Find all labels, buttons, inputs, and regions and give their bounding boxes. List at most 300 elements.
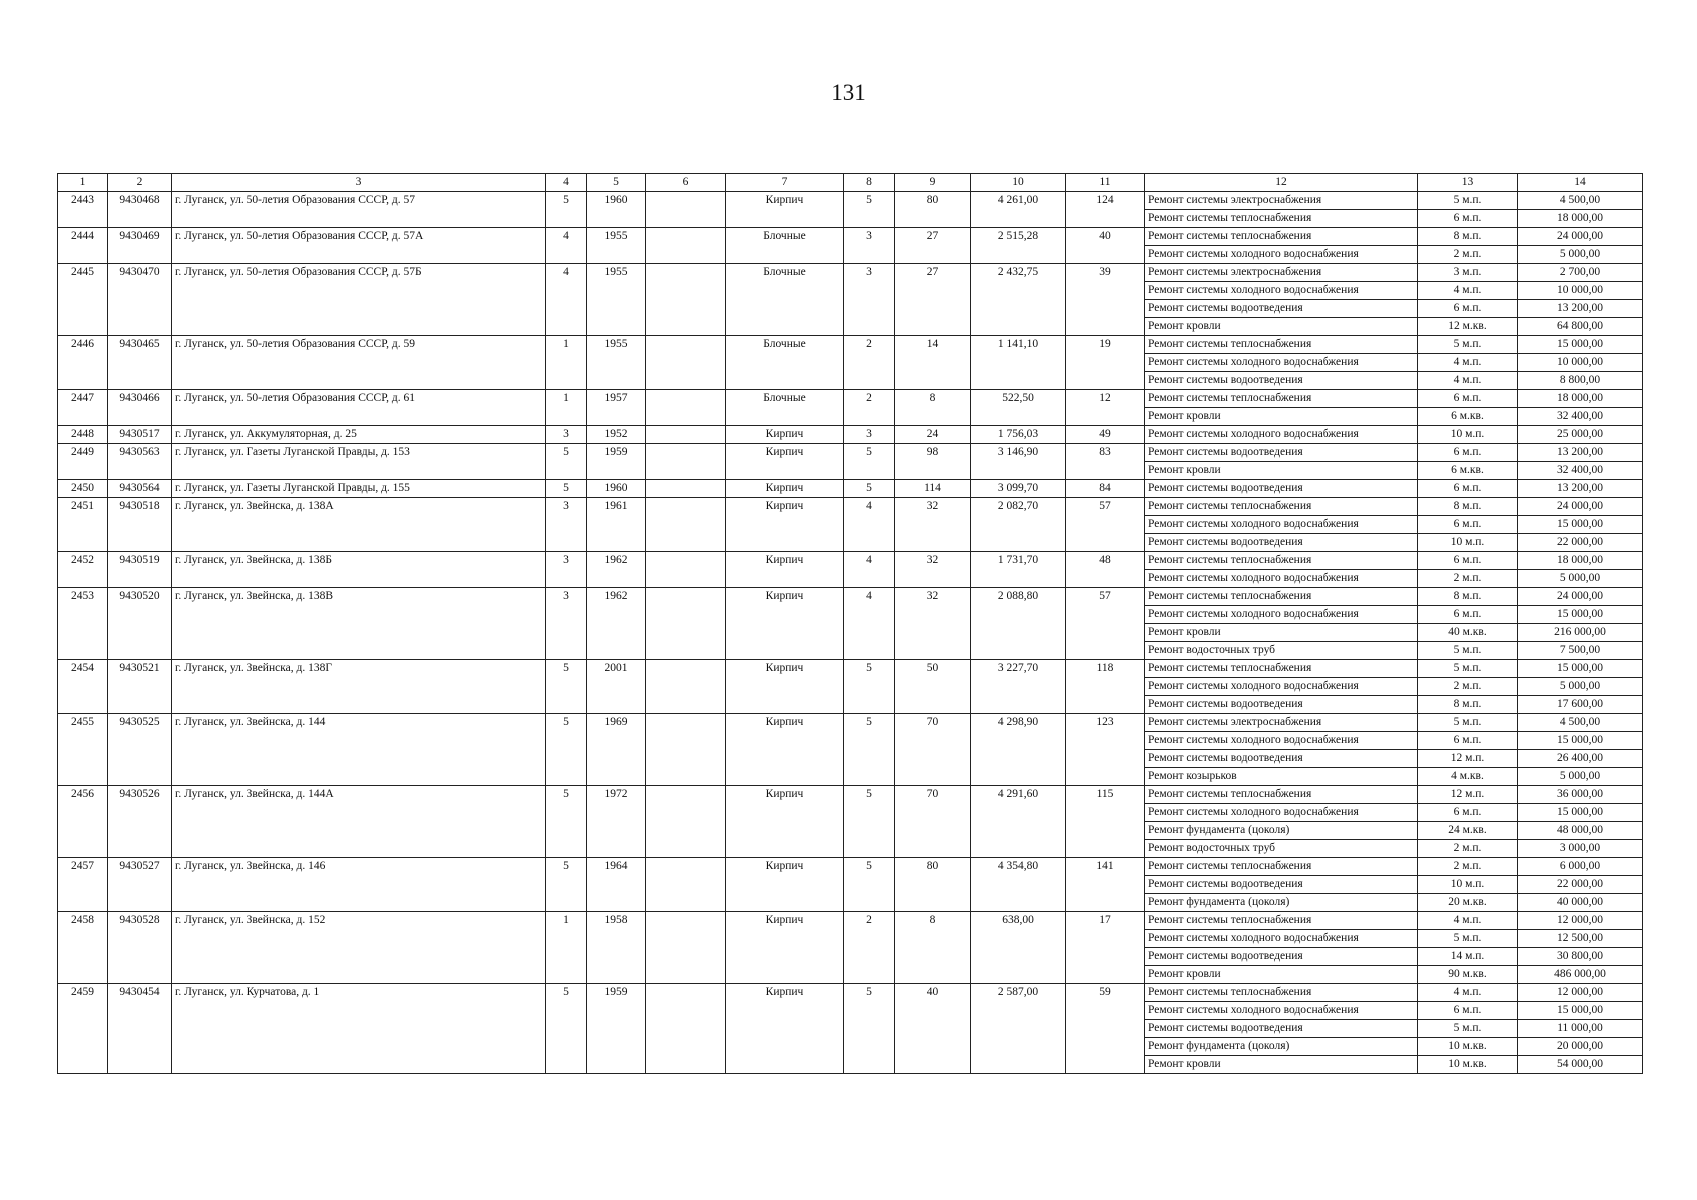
- cell-year: [587, 318, 646, 336]
- work-cost: 24 000,00: [1518, 228, 1643, 246]
- cell-col4: [546, 804, 587, 822]
- building-number: [58, 462, 108, 480]
- building-number: [58, 300, 108, 318]
- cell-col8: [844, 894, 895, 912]
- work-name: Ремонт системы теплоснабжения: [1145, 210, 1418, 228]
- work-cost: 48 000,00: [1518, 822, 1643, 840]
- work-quantity: 6 м.п.: [1418, 606, 1518, 624]
- cell-material: Блочные: [726, 264, 844, 282]
- work-name: Ремонт системы холодного водоснабжения: [1145, 570, 1418, 588]
- building-code: [108, 462, 172, 480]
- building-number: 2444: [58, 228, 108, 246]
- cell-material: [726, 750, 844, 768]
- work-cost: 25 000,00: [1518, 426, 1643, 444]
- cell-col8: 5: [844, 714, 895, 732]
- cell-material: [726, 462, 844, 480]
- cell-col6: [646, 984, 726, 1002]
- work-name: Ремонт кровли: [1145, 318, 1418, 336]
- cell-area: [971, 948, 1066, 966]
- cell-col9: [895, 516, 971, 534]
- cell-col9: [895, 1056, 971, 1074]
- cell-col6: [646, 894, 726, 912]
- building-number: [58, 678, 108, 696]
- cell-col9: 50: [895, 660, 971, 678]
- cell-col9: 24: [895, 426, 971, 444]
- cell-col6: [646, 1002, 726, 1020]
- cell-col9: [895, 300, 971, 318]
- building-number: [58, 1056, 108, 1074]
- work-quantity: 2 м.п.: [1418, 678, 1518, 696]
- work-name: Ремонт системы теплоснабжения: [1145, 498, 1418, 516]
- work-cost: 24 000,00: [1518, 588, 1643, 606]
- cell-area: [971, 516, 1066, 534]
- cell-col4: [546, 966, 587, 984]
- work-quantity: 5 м.п.: [1418, 930, 1518, 948]
- building-code: 9430520: [108, 588, 172, 606]
- work-quantity: 4 м.п.: [1418, 912, 1518, 930]
- cell-material: [726, 894, 844, 912]
- cell-col6: [646, 768, 726, 786]
- cell-col8: [844, 354, 895, 372]
- cell-col8: [844, 1020, 895, 1038]
- cell-col11: [1066, 966, 1145, 984]
- building-number: 2448: [58, 426, 108, 444]
- cell-area: [971, 624, 1066, 642]
- cell-material: [726, 696, 844, 714]
- work-quantity: 2 м.п.: [1418, 246, 1518, 264]
- cell-col9: 70: [895, 714, 971, 732]
- cell-material: [726, 534, 844, 552]
- cell-material: [726, 1020, 844, 1038]
- cell-col11: [1066, 516, 1145, 534]
- work-cost: 54 000,00: [1518, 1056, 1643, 1074]
- cell-area: 4 261,00: [971, 192, 1066, 210]
- cell-area: [971, 1020, 1066, 1038]
- building-number: [58, 732, 108, 750]
- cell-col6: [646, 300, 726, 318]
- cell-material: [726, 642, 844, 660]
- cell-area: [971, 804, 1066, 822]
- cell-area: [971, 768, 1066, 786]
- building-code: [108, 570, 172, 588]
- cell-col11: 40: [1066, 228, 1145, 246]
- work-cost: 216 000,00: [1518, 624, 1643, 642]
- building-code: [108, 930, 172, 948]
- cell-col6: [646, 930, 726, 948]
- work-cost: 18 000,00: [1518, 390, 1643, 408]
- work-quantity: 5 м.п.: [1418, 660, 1518, 678]
- work-cost: 12 500,00: [1518, 930, 1643, 948]
- cell-col4: 5: [546, 984, 587, 1002]
- work-quantity: 6 м.п.: [1418, 552, 1518, 570]
- cell-col4: 5: [546, 192, 587, 210]
- cell-material: Кирпич: [726, 498, 844, 516]
- cell-year: 1952: [587, 426, 646, 444]
- building-code: [108, 894, 172, 912]
- work-cost: 15 000,00: [1518, 606, 1643, 624]
- work-name: Ремонт системы холодного водоснабжения: [1145, 930, 1418, 948]
- work-name: Ремонт системы холодного водоснабжения: [1145, 732, 1418, 750]
- cell-col9: [895, 246, 971, 264]
- table-row: [58, 786, 1643, 804]
- table-row: [58, 300, 1643, 318]
- cell-col4: [546, 372, 587, 390]
- cell-col6: [646, 246, 726, 264]
- work-cost: 5 000,00: [1518, 570, 1643, 588]
- table-row: [58, 534, 1643, 552]
- work-name: Ремонт системы холодного водоснабжения: [1145, 354, 1418, 372]
- cell-col6: [646, 372, 726, 390]
- building-number: [58, 642, 108, 660]
- cell-year: [587, 804, 646, 822]
- building-address: г. Луганск, ул. Звейнска, д. 144А: [172, 786, 546, 804]
- header-cell: 11: [1066, 174, 1145, 192]
- work-name: Ремонт системы холодного водоснабжения: [1145, 516, 1418, 534]
- cell-area: [971, 534, 1066, 552]
- cell-year: [587, 966, 646, 984]
- building-address: г. Луганск, ул. Газеты Луганской Правды, д. 153: [172, 444, 546, 462]
- work-cost: 6 000,00: [1518, 858, 1643, 876]
- cell-col9: [895, 678, 971, 696]
- work-cost: 10 000,00: [1518, 282, 1643, 300]
- building-address: [172, 1056, 546, 1074]
- cell-col11: [1066, 696, 1145, 714]
- table-row: [58, 336, 1643, 354]
- cell-year: 1961: [587, 498, 646, 516]
- building-address: [172, 408, 546, 426]
- cell-year: 1960: [587, 192, 646, 210]
- work-name: Ремонт системы водоотведения: [1145, 750, 1418, 768]
- work-cost: 3 000,00: [1518, 840, 1643, 858]
- cell-col9: [895, 930, 971, 948]
- work-name: Ремонт козырьков: [1145, 768, 1418, 786]
- cell-col9: [895, 1002, 971, 1020]
- work-name: Ремонт водосточных труб: [1145, 642, 1418, 660]
- building-address: [172, 318, 546, 336]
- work-quantity: 2 м.п.: [1418, 858, 1518, 876]
- cell-col4: [546, 1020, 587, 1038]
- work-name: Ремонт системы холодного водоснабжения: [1145, 678, 1418, 696]
- cell-year: 1958: [587, 912, 646, 930]
- building-number: [58, 768, 108, 786]
- cell-area: [971, 570, 1066, 588]
- work-quantity: 5 м.п.: [1418, 714, 1518, 732]
- cell-col8: [844, 1056, 895, 1074]
- cell-col11: [1066, 930, 1145, 948]
- table-row: [58, 570, 1643, 588]
- table-row: [58, 282, 1643, 300]
- building-number: 2451: [58, 498, 108, 516]
- cell-area: [971, 930, 1066, 948]
- cell-col6: [646, 876, 726, 894]
- work-name: Ремонт системы электроснабжения: [1145, 192, 1418, 210]
- cell-col6: [646, 516, 726, 534]
- work-quantity: 14 м.п.: [1418, 948, 1518, 966]
- cell-col6: [646, 678, 726, 696]
- building-number: [58, 606, 108, 624]
- cell-col11: 115: [1066, 786, 1145, 804]
- cell-material: Кирпич: [726, 984, 844, 1002]
- cell-col11: [1066, 534, 1145, 552]
- cell-col4: [546, 822, 587, 840]
- work-name: Ремонт системы электроснабжения: [1145, 714, 1418, 732]
- cell-col8: 5: [844, 984, 895, 1002]
- cell-material: [726, 210, 844, 228]
- building-number: 2447: [58, 390, 108, 408]
- cell-area: [971, 318, 1066, 336]
- work-quantity: 8 м.п.: [1418, 228, 1518, 246]
- table-row: [58, 678, 1643, 696]
- cell-material: [726, 516, 844, 534]
- table-row: [58, 966, 1643, 984]
- cell-col6: [646, 318, 726, 336]
- cell-material: Кирпич: [726, 426, 844, 444]
- building-number: 2446: [58, 336, 108, 354]
- table-row: [58, 1056, 1643, 1074]
- building-code: 9430564: [108, 480, 172, 498]
- work-cost: 4 500,00: [1518, 714, 1643, 732]
- cell-col9: [895, 948, 971, 966]
- cell-col8: 4: [844, 588, 895, 606]
- cell-col9: [895, 282, 971, 300]
- cell-col11: [1066, 462, 1145, 480]
- cell-col11: [1066, 1002, 1145, 1020]
- building-address: г. Луганск, ул. 50-летия Образования СССР, д. 57Б: [172, 264, 546, 282]
- cell-col8: [844, 300, 895, 318]
- cell-year: [587, 750, 646, 768]
- building-number: 2452: [58, 552, 108, 570]
- work-cost: 24 000,00: [1518, 498, 1643, 516]
- work-name: Ремонт системы водоотведения: [1145, 444, 1418, 462]
- work-name: Ремонт кровли: [1145, 966, 1418, 984]
- cell-col4: [546, 408, 587, 426]
- work-cost: 15 000,00: [1518, 660, 1643, 678]
- cell-year: [587, 462, 646, 480]
- cell-material: [726, 948, 844, 966]
- work-cost: 40 000,00: [1518, 894, 1643, 912]
- cell-col4: 4: [546, 228, 587, 246]
- cell-material: Кирпич: [726, 858, 844, 876]
- building-address: г. Луганск, ул. Звейнска, д. 138В: [172, 588, 546, 606]
- cell-material: [726, 768, 844, 786]
- cell-col6: [646, 336, 726, 354]
- cell-material: [726, 570, 844, 588]
- work-cost: 486 000,00: [1518, 966, 1643, 984]
- cell-col8: 5: [844, 480, 895, 498]
- cell-col4: 1: [546, 912, 587, 930]
- work-cost: 13 200,00: [1518, 480, 1643, 498]
- cell-col11: [1066, 678, 1145, 696]
- cell-col11: [1066, 624, 1145, 642]
- building-code: [108, 300, 172, 318]
- header-cell: 3: [172, 174, 546, 192]
- table-row: [58, 354, 1643, 372]
- building-address: [172, 966, 546, 984]
- cell-year: 1955: [587, 336, 646, 354]
- work-name: Ремонт системы холодного водоснабжения: [1145, 804, 1418, 822]
- cell-col11: [1066, 732, 1145, 750]
- cell-col11: [1066, 246, 1145, 264]
- cell-col8: 3: [844, 426, 895, 444]
- cell-col9: [895, 642, 971, 660]
- table-row: [58, 390, 1643, 408]
- cell-material: [726, 354, 844, 372]
- building-number: [58, 822, 108, 840]
- building-number: [58, 966, 108, 984]
- building-code: 9430563: [108, 444, 172, 462]
- cell-col11: [1066, 750, 1145, 768]
- building-number: [58, 1020, 108, 1038]
- work-cost: 7 500,00: [1518, 642, 1643, 660]
- work-name: Ремонт системы водоотведения: [1145, 300, 1418, 318]
- work-name: Ремонт системы теплоснабжения: [1145, 228, 1418, 246]
- table-row: [58, 894, 1643, 912]
- header-cell: 8: [844, 174, 895, 192]
- cell-year: [587, 642, 646, 660]
- work-quantity: 6 м.кв.: [1418, 462, 1518, 480]
- building-number: [58, 354, 108, 372]
- cell-area: [971, 876, 1066, 894]
- cell-area: [971, 732, 1066, 750]
- cell-col4: 4: [546, 264, 587, 282]
- building-code: [108, 534, 172, 552]
- header-cell: 14: [1518, 174, 1643, 192]
- cell-year: [587, 282, 646, 300]
- building-number: [58, 372, 108, 390]
- cell-col8: [844, 246, 895, 264]
- cell-year: [587, 210, 646, 228]
- work-quantity: 4 м.п.: [1418, 372, 1518, 390]
- cell-col4: [546, 840, 587, 858]
- work-quantity: 12 м.п.: [1418, 750, 1518, 768]
- cell-col9: [895, 750, 971, 768]
- building-code: [108, 696, 172, 714]
- cell-col4: [546, 732, 587, 750]
- cell-col8: 5: [844, 858, 895, 876]
- work-name: Ремонт кровли: [1145, 408, 1418, 426]
- header-cell: 1: [58, 174, 108, 192]
- work-name: Ремонт системы холодного водоснабжения: [1145, 246, 1418, 264]
- cell-area: [971, 246, 1066, 264]
- work-name: Ремонт фундамента (цоколя): [1145, 822, 1418, 840]
- cell-col8: 4: [844, 498, 895, 516]
- cell-col4: 5: [546, 480, 587, 498]
- cell-area: 2 515,28: [971, 228, 1066, 246]
- table-row: [58, 210, 1643, 228]
- cell-col4: [546, 678, 587, 696]
- building-address: [172, 930, 546, 948]
- table-row: [58, 822, 1643, 840]
- table-row: [58, 858, 1643, 876]
- cell-col8: [844, 678, 895, 696]
- cell-material: [726, 930, 844, 948]
- building-address: [172, 1020, 546, 1038]
- cell-area: 2 587,00: [971, 984, 1066, 1002]
- work-name: Ремонт системы водоотведения: [1145, 876, 1418, 894]
- work-cost: 18 000,00: [1518, 552, 1643, 570]
- cell-material: [726, 624, 844, 642]
- work-cost: 15 000,00: [1518, 1002, 1643, 1020]
- header-cell: 6: [646, 174, 726, 192]
- cell-col9: 8: [895, 390, 971, 408]
- work-cost: 13 200,00: [1518, 444, 1643, 462]
- cell-col4: [546, 606, 587, 624]
- building-number: 2456: [58, 786, 108, 804]
- cell-year: [587, 516, 646, 534]
- cell-col9: 80: [895, 192, 971, 210]
- work-name: Ремонт системы холодного водоснабжения: [1145, 426, 1418, 444]
- building-number: [58, 804, 108, 822]
- table-row: [58, 804, 1643, 822]
- work-quantity: 10 м.кв.: [1418, 1038, 1518, 1056]
- work-cost: 18 000,00: [1518, 210, 1643, 228]
- work-name: Ремонт кровли: [1145, 624, 1418, 642]
- cell-col4: 3: [546, 552, 587, 570]
- cell-material: Кирпич: [726, 444, 844, 462]
- table-row: [58, 876, 1643, 894]
- building-code: [108, 642, 172, 660]
- table-row: [58, 444, 1643, 462]
- table-row: [58, 948, 1643, 966]
- cell-year: 1957: [587, 390, 646, 408]
- work-quantity: 2 м.п.: [1418, 840, 1518, 858]
- table-row: [58, 642, 1643, 660]
- building-code: [108, 354, 172, 372]
- cell-col4: [546, 300, 587, 318]
- cell-year: [587, 768, 646, 786]
- cell-col6: [646, 606, 726, 624]
- cell-material: Блочные: [726, 390, 844, 408]
- work-quantity: 8 м.п.: [1418, 588, 1518, 606]
- cell-year: 1972: [587, 786, 646, 804]
- building-code: 9430528: [108, 912, 172, 930]
- cell-col11: 59: [1066, 984, 1145, 1002]
- cell-col9: [895, 354, 971, 372]
- building-address: г. Луганск, ул. Курчатова, д. 1: [172, 984, 546, 1002]
- work-cost: 15 000,00: [1518, 732, 1643, 750]
- cell-area: 638,00: [971, 912, 1066, 930]
- building-number: [58, 282, 108, 300]
- cell-col8: [844, 624, 895, 642]
- work-quantity: 4 м.кв.: [1418, 768, 1518, 786]
- cell-col11: 141: [1066, 858, 1145, 876]
- cell-material: Блочные: [726, 336, 844, 354]
- building-number: 2457: [58, 858, 108, 876]
- work-cost: 30 800,00: [1518, 948, 1643, 966]
- building-address: г. Луганск, ул. 50-летия Образования СССР, д. 59: [172, 336, 546, 354]
- building-address: [172, 1002, 546, 1020]
- building-address: [172, 642, 546, 660]
- page-number: 131: [831, 80, 866, 105]
- building-number: [58, 516, 108, 534]
- cell-area: [971, 300, 1066, 318]
- table-row: [58, 426, 1643, 444]
- work-cost: 4 500,00: [1518, 192, 1643, 210]
- cell-col4: [546, 1038, 587, 1056]
- cell-col9: [895, 372, 971, 390]
- building-code: [108, 408, 172, 426]
- cell-col8: [844, 282, 895, 300]
- table-row: [58, 228, 1643, 246]
- cell-col4: 3: [546, 498, 587, 516]
- work-cost: 10 000,00: [1518, 354, 1643, 372]
- building-code: 9430454: [108, 984, 172, 1002]
- cell-col6: [646, 1056, 726, 1074]
- cell-col9: [895, 570, 971, 588]
- work-cost: 20 000,00: [1518, 1038, 1643, 1056]
- building-number: [58, 696, 108, 714]
- cell-col8: 2: [844, 912, 895, 930]
